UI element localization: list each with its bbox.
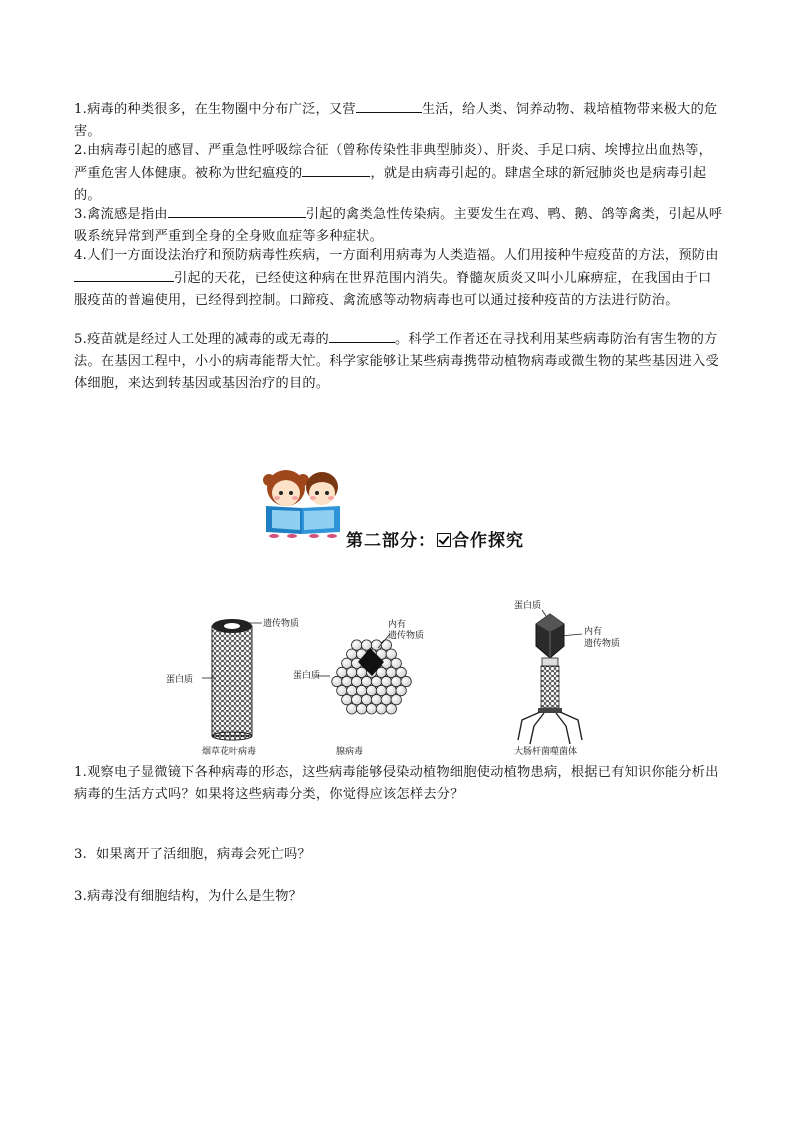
capsomere: [342, 695, 352, 705]
fill-blank-item-1: [74, 98, 724, 143]
capsomere: [391, 658, 401, 668]
adeno-label-inner-1: 内有: [388, 620, 407, 630]
capsomere: [342, 658, 352, 668]
tmv-label-protein: 蛋白质: [166, 675, 194, 685]
capsomere: [381, 695, 391, 705]
adenovirus-diagram: [293, 618, 424, 757]
adeno-caption: 腺病毒: [336, 747, 364, 757]
capsomere: [352, 695, 362, 705]
capsomere: [361, 695, 371, 705]
item-5-text-b: 。科学工作者还在寻找利用某些病毒防治有害生物的方法。在基因工程中，小小的病毒能帮大忙。科学家能够让某些病毒携带动植物病毒或微生物的某些基因进入受体细胞，来达到转基因或基因治疗的目的。: [74, 332, 719, 391]
answer-blank-1[interactable]: [356, 98, 422, 113]
capsomere: [337, 685, 347, 695]
capsomere: [337, 667, 347, 677]
phage-label-inner-2: 遗传物质: [584, 639, 621, 649]
capsomere: [381, 676, 391, 686]
section-title: 合作探究: [452, 531, 524, 551]
phage-diagram: [514, 599, 620, 757]
capsomere: [371, 695, 381, 705]
capsomere: [356, 685, 366, 695]
reading-kids-illustration: [262, 466, 346, 538]
item-1-text-a: 1.病毒的种类很多，在生物圈中分布广泛，又营: [74, 102, 356, 117]
item-2-text-a: 2.由病毒引起的感冒、严重急性呼吸综合征（曾称传染性非典型肺炎）、肝炎、手足口病、埃博拉出血热等，严重危害人体健康。被称为世纪瘟疫的: [74, 143, 713, 181]
checkbox-icon: [437, 533, 451, 547]
item-4-text-b: 引起的天花，已经使这种病在世界范围内消失。脊髓灰质炎又叫小儿麻痹症，在我国由于口服疫苗的普遍使用，已经得到控制。口蹄疫、禽流感等动物病毒也可以通过接种疫苗的方法进行防治。: [74, 271, 712, 308]
capsomere: [391, 695, 401, 705]
fill-blank-item-2: [74, 140, 724, 207]
capsomere: [376, 685, 386, 695]
phage-label-protein: 蛋白质: [514, 601, 542, 611]
capsomere: [376, 704, 386, 714]
capsomere: [347, 685, 357, 695]
capsomere: [347, 667, 357, 677]
capsomere: [371, 676, 381, 686]
capsomere: [361, 676, 371, 686]
capsomere: [381, 640, 391, 650]
capsomere: [366, 685, 376, 695]
question-2-text: 如果离开了活细胞，病毒会死亡吗？: [95, 847, 311, 862]
question-3: 3.病毒没有细胞结构，为什么是生物？: [74, 889, 303, 904]
capsomere: [396, 685, 406, 695]
question-2-number: 3.: [74, 847, 88, 862]
capsomere: [386, 667, 396, 677]
item-1-text-b: 生活，给人类、饲养动物、栽培植物带来极大的危害。: [74, 102, 718, 139]
question-2: [74, 844, 311, 866]
question-1: 1.观察电子显微镜下各种病毒的形态，这些病毒能够侵染动植物细胞使动植物患病，根据已有知识你能分析出病毒的生活方式吗？如果将这些病毒分类，你觉得应该怎样去分？: [74, 765, 719, 802]
tmv-label-genetic-material: 遗传物质: [263, 619, 300, 629]
phage-caption: 大肠杆菌噬菌体: [514, 747, 578, 757]
capsomere: [342, 676, 352, 686]
capsomere: [386, 685, 396, 695]
capsomere: [366, 704, 376, 714]
fill-blank-item-3: [74, 203, 724, 248]
capsomere: [332, 676, 342, 686]
item-5-text-a: 5.疫苗就是经过人工处理的减毒的或无毒的: [74, 332, 329, 347]
capsomere: [386, 649, 396, 659]
capsomere: [347, 704, 357, 714]
phage-label-inner-1: 内有: [584, 627, 603, 637]
answer-blank-4[interactable]: [74, 267, 174, 282]
tmv-caption: 烟草花叶病毒: [202, 747, 257, 757]
answer-blank-5[interactable]: [329, 328, 395, 343]
capsomere: [386, 704, 396, 714]
section-prefix: 第二部分：: [346, 531, 436, 551]
item-3-text-b: 引起的禽类急性传染病。主要发生在鸡、鸭、鹅、鸽等禽类，引起从呼吸系统异常到严重到全身的全身败血症等多种症状。: [74, 207, 723, 244]
adeno-label-inner-2: 遗传物质: [388, 631, 425, 641]
capsomere: [401, 676, 411, 686]
capsomere: [391, 676, 401, 686]
capsomere: [352, 676, 362, 686]
capsomere: [356, 704, 366, 714]
answer-blank-3[interactable]: [168, 203, 306, 218]
tmv-diagram: [166, 617, 299, 757]
answer-blank-2[interactable]: [302, 162, 370, 177]
item-3-text-a: 3.禽流感是指由: [74, 207, 168, 222]
capsomere: [352, 640, 362, 650]
item-2-text-b: ，就是由病毒引起的。肆虐全球的新冠肺炎也是病毒引起的。: [74, 166, 707, 203]
virus-structure-figure: [150, 596, 630, 758]
capsomere: [347, 649, 357, 659]
item-4-text-a: 4.人们一方面设法治疗和预防病毒性疾病，一方面利用病毒为人类造福。人们用接种牛痘疫苗的方法，预防由: [74, 248, 719, 263]
fill-blank-item-5: [74, 328, 724, 395]
capsomere: [396, 667, 406, 677]
section-heading: [346, 526, 524, 551]
fill-blank-item-4: [74, 245, 724, 312]
adeno-label-protein: 蛋白质: [293, 671, 321, 681]
